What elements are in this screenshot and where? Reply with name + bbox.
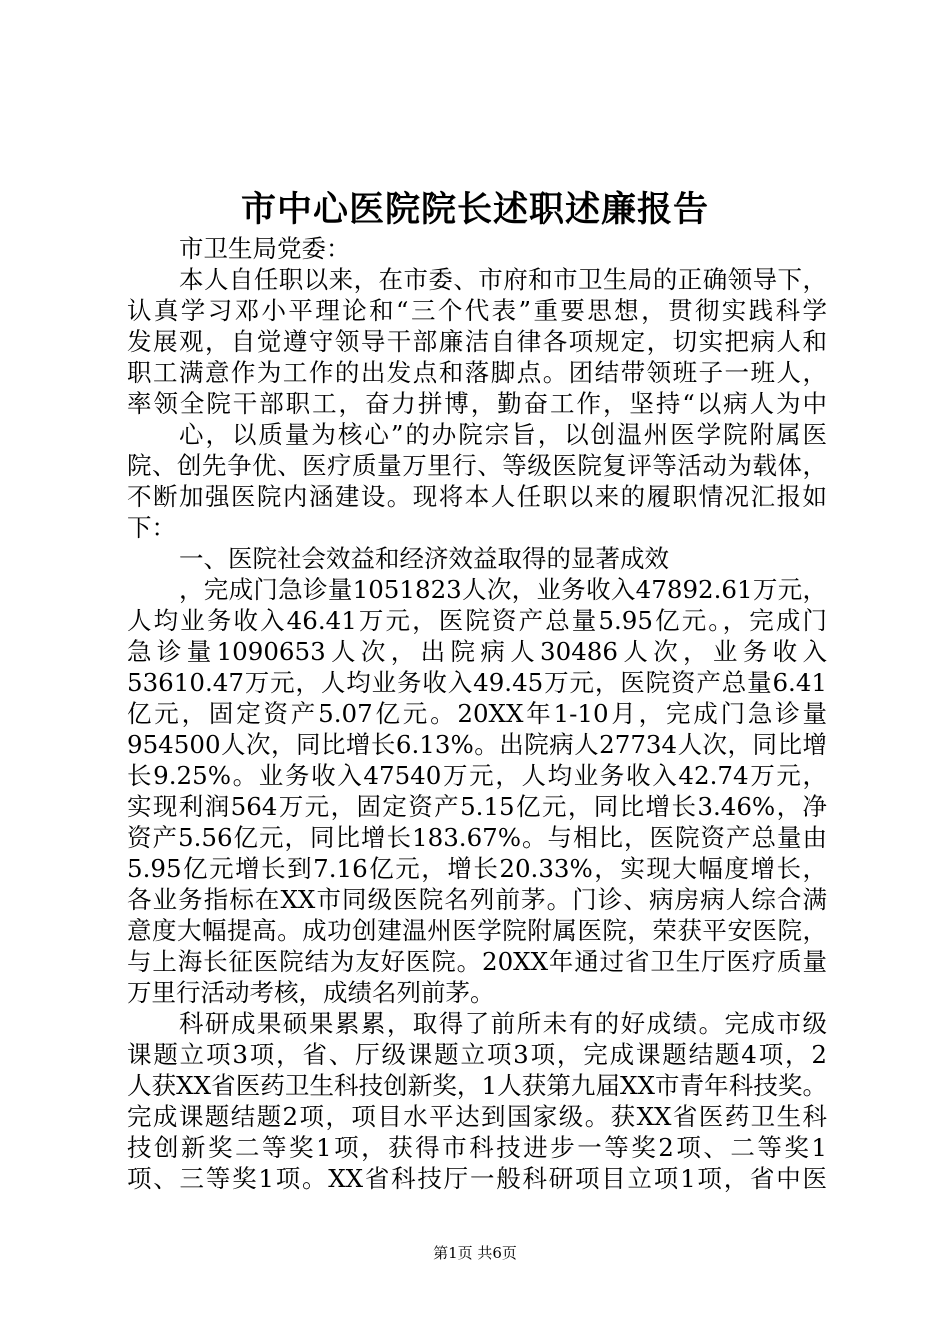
page-number: 第1页 共6页: [433, 1244, 517, 1262]
text-line: 科研成果硕果累累，取得了前所未有的好成绩。完成市级: [179, 1009, 827, 1038]
salutation-line: 市卫生局党委：: [179, 234, 351, 263]
text-line: 本人自任职以来，在市委、市府和市卫生局的正确领导下，: [179, 265, 827, 294]
text-line: 亿元，固定资产5.07亿元。20XX年1-10月，完成门急诊量: [127, 699, 827, 728]
text-line: 职工满意作为工作的出发点和落脚点。团结带领班子一班人，: [127, 358, 827, 387]
text-line: ，完成门急诊量1051823人次，业务收入47892.61万元，: [179, 575, 827, 604]
text-line: 资产5.56亿元，同比增长183.67%。与相比，医院资产总量由: [127, 823, 827, 852]
text-line: 项、三等奖1项。XX省科技厅一般科研项目立项1项，省中医: [127, 1164, 827, 1193]
text-line: 万里行活动考核，成绩名列前茅。: [127, 978, 495, 1007]
text-line: 下：: [127, 513, 176, 542]
text-line: 发展观，自觉遵守领导干部廉洁自律各项规定，切实把病人和: [127, 327, 827, 356]
text-line: 认真学习邓小平理论和“三个代表”重要思想，贯彻实践科学: [127, 296, 827, 325]
text-line: 不断加强医院内涵建设。现将本人任职以来的履职情况汇报如: [127, 482, 827, 511]
text-line: 人均业务收入46.41万元，医院资产总量5.95亿元。，完成门: [127, 606, 827, 635]
text-line: 与上海长征医院结为友好医院。20XX年通过省卫生厅医疗质量: [127, 947, 827, 976]
text-line: 率领全院干部职工，奋力拼博，勤奋工作，坚持“以病人为中: [127, 389, 827, 418]
document-body: [127, 233, 827, 1194]
text-line: 心，以质量为核心”的办院宗旨，以创温州医学院附属医: [179, 420, 827, 449]
text-line: 53610.47万元，人均业务收入49.45万元，医院资产总量6.41: [127, 668, 827, 697]
text-line: 意度大幅提高。成功创建温州医学院附属医院，荣获平安医院，: [127, 916, 827, 945]
text-line: 5.95亿元增长到7.16亿元，增长20.33%，实现大幅度增长，: [127, 854, 827, 883]
text-line: 急诊量1090653人次，出院病人30486人次，业务收入: [127, 637, 827, 666]
text-line: 课题立项3项，省、厅级课题立项3项，完成课题结题4项，2: [127, 1040, 827, 1069]
text-line: 院、创先争优、医疗质量万里行、等级医院复评等活动为载体，: [127, 451, 827, 480]
text-line: 人获XX省医药卫生科技创新奖，1人获第九届XX市青年科技奖。: [127, 1071, 827, 1100]
text-line: 实现利润564万元，固定资产5.15亿元，同比增长3.46%，净: [127, 792, 827, 821]
document-title: 市中心医院院长述职述廉报告: [240, 189, 709, 230]
text-line: 长9.25%。业务收入47540万元，人均业务收入42.74万元，: [127, 761, 827, 790]
text-line: 954500人次，同比增长6.13%。出院病人27734人次，同比增: [127, 730, 827, 759]
text-line: 各业务指标在XX市同级医院名列前茅。门诊、病房病人综合满: [127, 885, 827, 914]
text-line: 完成课题结题2项，项目水平达到国家级。获XX省医药卫生科: [127, 1102, 827, 1131]
section-heading: 一、医院社会效益和经济效益取得的显著成效: [179, 544, 669, 573]
text-line: 技创新奖二等奖1项，获得市科技进步一等奖2项、二等奖1: [127, 1133, 827, 1162]
